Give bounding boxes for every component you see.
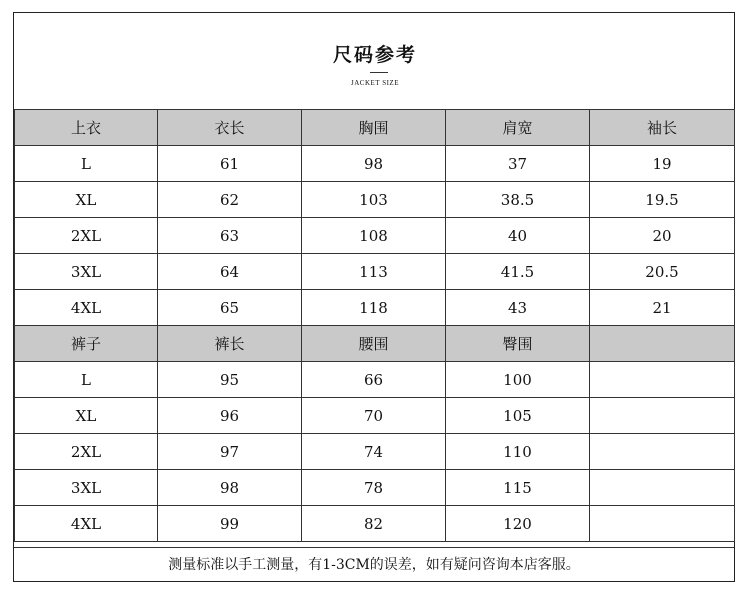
table-cell: 3XL bbox=[15, 470, 158, 506]
pants-header-waist: 腰围 bbox=[302, 326, 446, 362]
table-cell: 97 bbox=[158, 434, 302, 470]
empty-cell bbox=[590, 470, 735, 506]
table-cell: 19 bbox=[590, 146, 735, 182]
pants-header-hip: 臀围 bbox=[446, 326, 590, 362]
pants-header-blank bbox=[590, 326, 735, 362]
chart-subtitle: JACKET SIZE bbox=[351, 79, 399, 87]
table-cell: 41.5 bbox=[446, 254, 590, 290]
table-cell: 70 bbox=[302, 398, 446, 434]
table-cell: 61 bbox=[158, 146, 302, 182]
table-cell: XL bbox=[15, 182, 158, 218]
empty-cell bbox=[590, 434, 735, 470]
table-cell: 100 bbox=[446, 362, 590, 398]
table-cell: 21 bbox=[590, 290, 735, 326]
table-row bbox=[15, 362, 735, 398]
table-cell: 20 bbox=[590, 218, 735, 254]
table-cell: 66 bbox=[302, 362, 446, 398]
empty-cell bbox=[590, 506, 735, 542]
table-row bbox=[15, 182, 735, 218]
table-row bbox=[15, 218, 735, 254]
table-cell: 19.5 bbox=[590, 182, 735, 218]
pants-header-size: 裤子 bbox=[15, 326, 158, 362]
jacket-header-size: 上衣 bbox=[15, 110, 158, 146]
table-cell: 110 bbox=[446, 434, 590, 470]
table-cell: 64 bbox=[158, 254, 302, 290]
table-cell: 105 bbox=[446, 398, 590, 434]
pants-header-row bbox=[15, 326, 735, 362]
table-row bbox=[15, 290, 735, 326]
table-cell: 4XL bbox=[15, 506, 158, 542]
empty-cell bbox=[590, 398, 735, 434]
table-cell: 40 bbox=[446, 218, 590, 254]
table-cell: 37 bbox=[446, 146, 590, 182]
table-cell: 2XL bbox=[15, 434, 158, 470]
table-cell: 96 bbox=[158, 398, 302, 434]
table-cell: 2XL bbox=[15, 218, 158, 254]
jacket-header-length: 衣长 bbox=[158, 110, 302, 146]
measurement-note: 测量标准以手工测量，有1-3CM的误差，如有疑问咨询本店客服。 bbox=[14, 547, 734, 581]
table-cell: 63 bbox=[158, 218, 302, 254]
table-row bbox=[15, 254, 735, 290]
jacket-header-shoulder: 肩宽 bbox=[446, 110, 590, 146]
table-row bbox=[15, 506, 735, 542]
jacket-header-row bbox=[15, 110, 735, 146]
table-cell: 108 bbox=[302, 218, 446, 254]
table-cell: 3XL bbox=[15, 254, 158, 290]
table-cell: 120 bbox=[446, 506, 590, 542]
table-cell: 95 bbox=[158, 362, 302, 398]
table-cell: 113 bbox=[302, 254, 446, 290]
table-cell: L bbox=[15, 146, 158, 182]
title-divider bbox=[370, 72, 388, 73]
jacket-header-sleeve: 袖长 bbox=[590, 110, 735, 146]
table-cell: XL bbox=[15, 398, 158, 434]
table-cell: 99 bbox=[158, 506, 302, 542]
table-cell: 118 bbox=[302, 290, 446, 326]
table-row bbox=[15, 434, 735, 470]
table-row bbox=[15, 470, 735, 506]
table-cell: 103 bbox=[302, 182, 446, 218]
table-cell: 43 bbox=[446, 290, 590, 326]
table-cell: 82 bbox=[302, 506, 446, 542]
table-row bbox=[15, 146, 735, 182]
size-table bbox=[14, 109, 735, 542]
table-row bbox=[15, 398, 735, 434]
table-cell: 20.5 bbox=[590, 254, 735, 290]
table-cell: 78 bbox=[302, 470, 446, 506]
table-cell: L bbox=[15, 362, 158, 398]
chart-title: 尺码参考 bbox=[332, 44, 417, 66]
empty-cell bbox=[590, 362, 735, 398]
table-cell: 98 bbox=[302, 146, 446, 182]
table-cell: 62 bbox=[158, 182, 302, 218]
table-cell: 98 bbox=[158, 470, 302, 506]
table-cell: 65 bbox=[158, 290, 302, 326]
jacket-header-chest: 胸围 bbox=[302, 110, 446, 146]
table-cell: 38.5 bbox=[446, 182, 590, 218]
table-cell: 115 bbox=[446, 470, 590, 506]
pants-header-length: 裤长 bbox=[158, 326, 302, 362]
table-cell: 74 bbox=[302, 434, 446, 470]
table-cell: 4XL bbox=[15, 290, 158, 326]
